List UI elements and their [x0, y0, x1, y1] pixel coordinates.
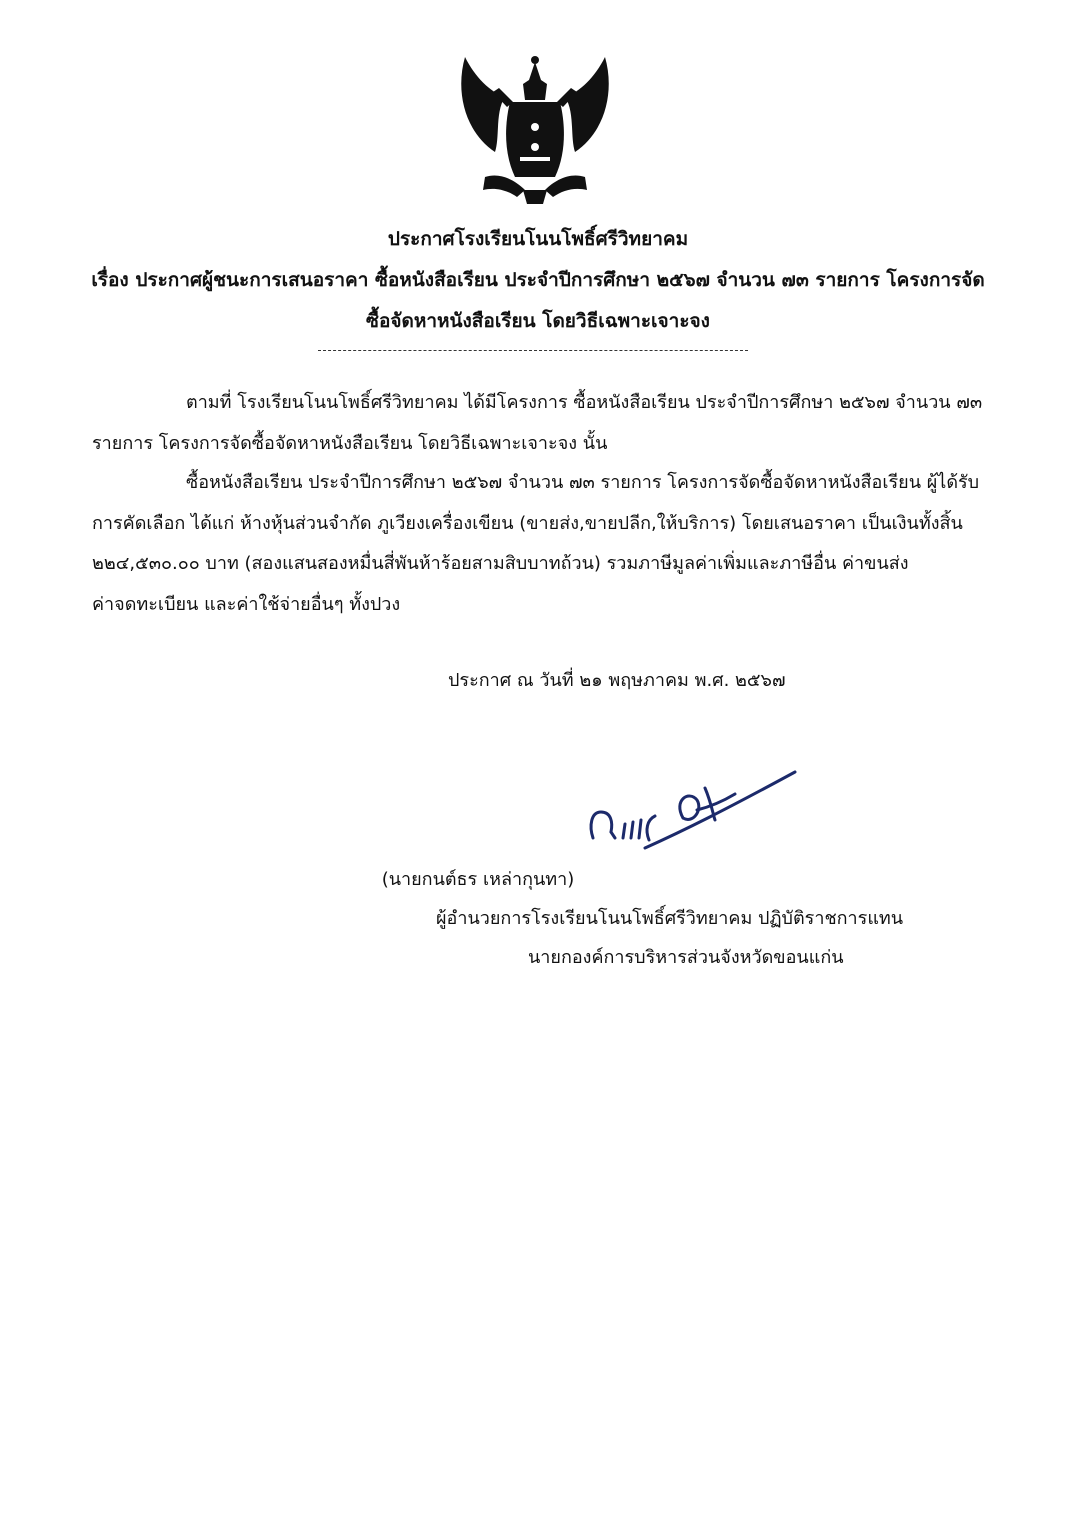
announcement-issuer: ประกาศโรงเรียนโนนโพธิ์ศรีวิทยาคม: [387, 228, 689, 250]
divider: [318, 350, 748, 351]
handwritten-signature: [585, 760, 800, 850]
body-line: ๒๒๔,๕๓๐.๐๐ บาท (สองแสนสองหมื่นสี่พันห้าร้อยสามสิบบาทถ้วน) รวมภาษีมูลค่าเพิ่มและภาษีอื่น ค่าขนส่ง: [92, 553, 909, 574]
signer-title: ผู้อำนวยการโรงเรียนโนนโพธิ์ศรีวิทยาคม ปฏิบัติราชการแทน: [436, 908, 904, 929]
body-line: ค่าจดทะเบียน และค่าใช้จ่ายอื่นๆ ทั้งปวง: [92, 594, 401, 615]
garuda-emblem-icon: [455, 52, 615, 207]
announcement-date: ประกาศ ณ วันที่ ๒๑ พฤษภาคม พ.ศ. ๒๕๖๗: [448, 670, 786, 691]
announcement-subject-line2: ซื้อจัดหาหนังสือเรียน โดยวิธีเฉพาะเจาะจง: [366, 310, 710, 332]
body-line: ซื้อหนังสือเรียน ประจำปีการศึกษา ๒๕๖๗ จำนวน ๗๓ รายการ โครงการจัดซื้อจัดหาหนังสือเรียน ผู้ได้รับ: [186, 472, 980, 493]
announcement-subject-line1: เรื่อง ประกาศผู้ชนะการเสนอราคา ซื้อหนังสือเรียน ประจำปีการศึกษา ๒๕๖๗ จำนวน ๗๓ รายการ โครงการจัด: [91, 269, 985, 291]
signer-name: (นายกนต์ธร เหล่ากุนทา): [381, 869, 575, 890]
body-line: รายการ โครงการจัดซื้อจัดหาหนังสือเรียน โดยวิธีเฉพาะเจาะจง นั้น: [92, 433, 608, 454]
signer-title-secondary: นายกองค์การบริหารส่วนจังหวัดขอนแก่น: [528, 947, 844, 968]
body-line: การคัดเลือก ได้แก่ ห้างหุ้นส่วนจำกัด ภูเวียงเครื่องเขียน (ขายส่ง,ขายปลีก,ให้บริการ) โดยเสนอราคา เป็นเงินทั้งสิ้น: [92, 513, 963, 534]
body-line: ตามที่ โรงเรียนโนนโพธิ์ศรีวิทยาคม ได้มีโครงการ ซื้อหนังสือเรียน ประจำปีการศึกษา ๒๕๖๗ จำนวน ๗๓: [186, 392, 983, 413]
